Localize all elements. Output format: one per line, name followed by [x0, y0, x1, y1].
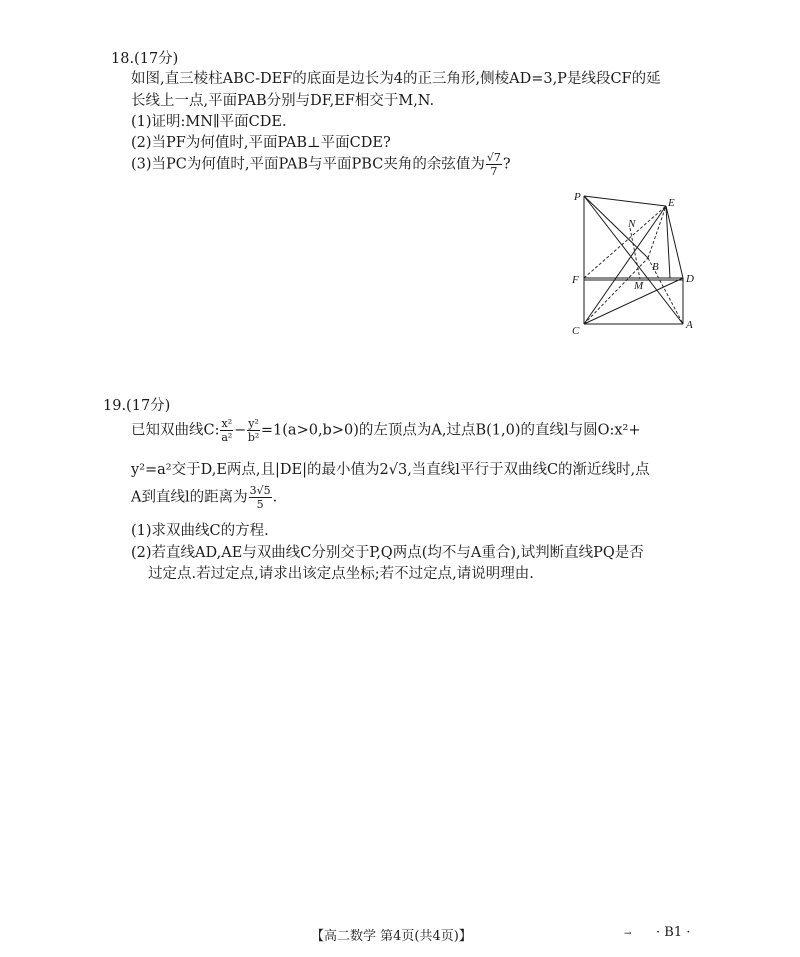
- edge-EB: [666, 206, 670, 278]
- q19-header: 19.(17分): [103, 398, 171, 414]
- label-C: C: [572, 325, 580, 337]
- label-D: D: [686, 273, 694, 285]
- edge-DE: [666, 206, 683, 278]
- label-F: F: [572, 274, 579, 286]
- q19-line1: [131, 418, 641, 443]
- q18-part2: (2)当PF为何值时,平面PAB⊥平面CDE?: [131, 135, 391, 151]
- q19-frac-x: [220, 418, 233, 443]
- label-B: B: [652, 261, 659, 273]
- q18-header: 18.(17分): [111, 51, 179, 67]
- q19-frac-y-den: b²: [247, 431, 260, 444]
- q19-frac-x-num: x²: [221, 417, 233, 430]
- label-P: P: [574, 191, 581, 203]
- q18-part3-text: (3)当PC为何值时,平面PAB与平面PBC夹角的余弦值为: [131, 156, 485, 173]
- q19-distance-den: 5: [256, 498, 264, 511]
- q19-frac-x-den: a²: [221, 431, 233, 444]
- q19-distance-fraction: [249, 485, 272, 510]
- label-E: E: [668, 197, 675, 209]
- q19-part1: (1)求双曲线C的方程.: [131, 523, 269, 539]
- q18-part3-end: ?: [502, 156, 511, 173]
- label-N: N: [628, 218, 636, 230]
- footer-mark: →: [624, 929, 632, 939]
- q19-distance-num: 3√5: [249, 484, 271, 497]
- page-footer: 【高二数学 第4页(共4页)】: [311, 929, 472, 944]
- q18-part3: [131, 152, 511, 177]
- q19-line1-a: 已知双曲线C:: [131, 422, 220, 439]
- q19-part2-line2: 过定点.若过定点,请求出该定点坐标;若不过定点,请说明理由.: [148, 566, 534, 582]
- label-M: M: [634, 280, 644, 292]
- q19-line3-b: .: [272, 489, 278, 506]
- q19-line3: [131, 485, 277, 510]
- prism-figure: [560, 188, 710, 338]
- q19-frac-y: [247, 418, 260, 443]
- q19-minus: −: [234, 422, 247, 439]
- q18-stem-line1: 如图,直三棱柱ABC-DEF的底面是边长为4的正三角形,侧棱AD=3,P是线段CF的延: [131, 71, 661, 87]
- q18-part1: (1)证明:MN∥平面CDE.: [131, 114, 287, 130]
- q19-part2-line1: (2)若直线AD,AE与双曲线C分别交于P,Q两点(均不与A重合),试判断直线PQ是否: [131, 545, 644, 561]
- q19-frac-y-num: y²: [248, 417, 259, 430]
- q18-stem-line2: 长线上一点,平面PAB分别与DF,EF相交于M,N.: [131, 93, 435, 109]
- q18-frac-numerator: √7: [486, 151, 501, 164]
- edge-PB: [584, 196, 648, 258]
- footer-code: · B1 ·: [656, 925, 691, 940]
- q19-line3-a: A到直线l的距离为: [131, 489, 248, 506]
- edge-PE-top: [584, 196, 666, 206]
- edge-NM-dashed: [630, 228, 640, 279]
- label-A: A: [686, 319, 693, 331]
- q19-line2: y²=a²交于D,E两点,且|DE|的最小值为2√3,当直线l平行于双曲线C的渐近线时,点: [131, 462, 650, 478]
- q19-line1-b: =1(a>0,b>0)的左顶点为A,过点B(1,0)的直线l与圆O:x²+: [260, 422, 641, 439]
- q18-part3-fraction: [486, 152, 502, 177]
- q18-frac-denominator: 7: [490, 165, 498, 178]
